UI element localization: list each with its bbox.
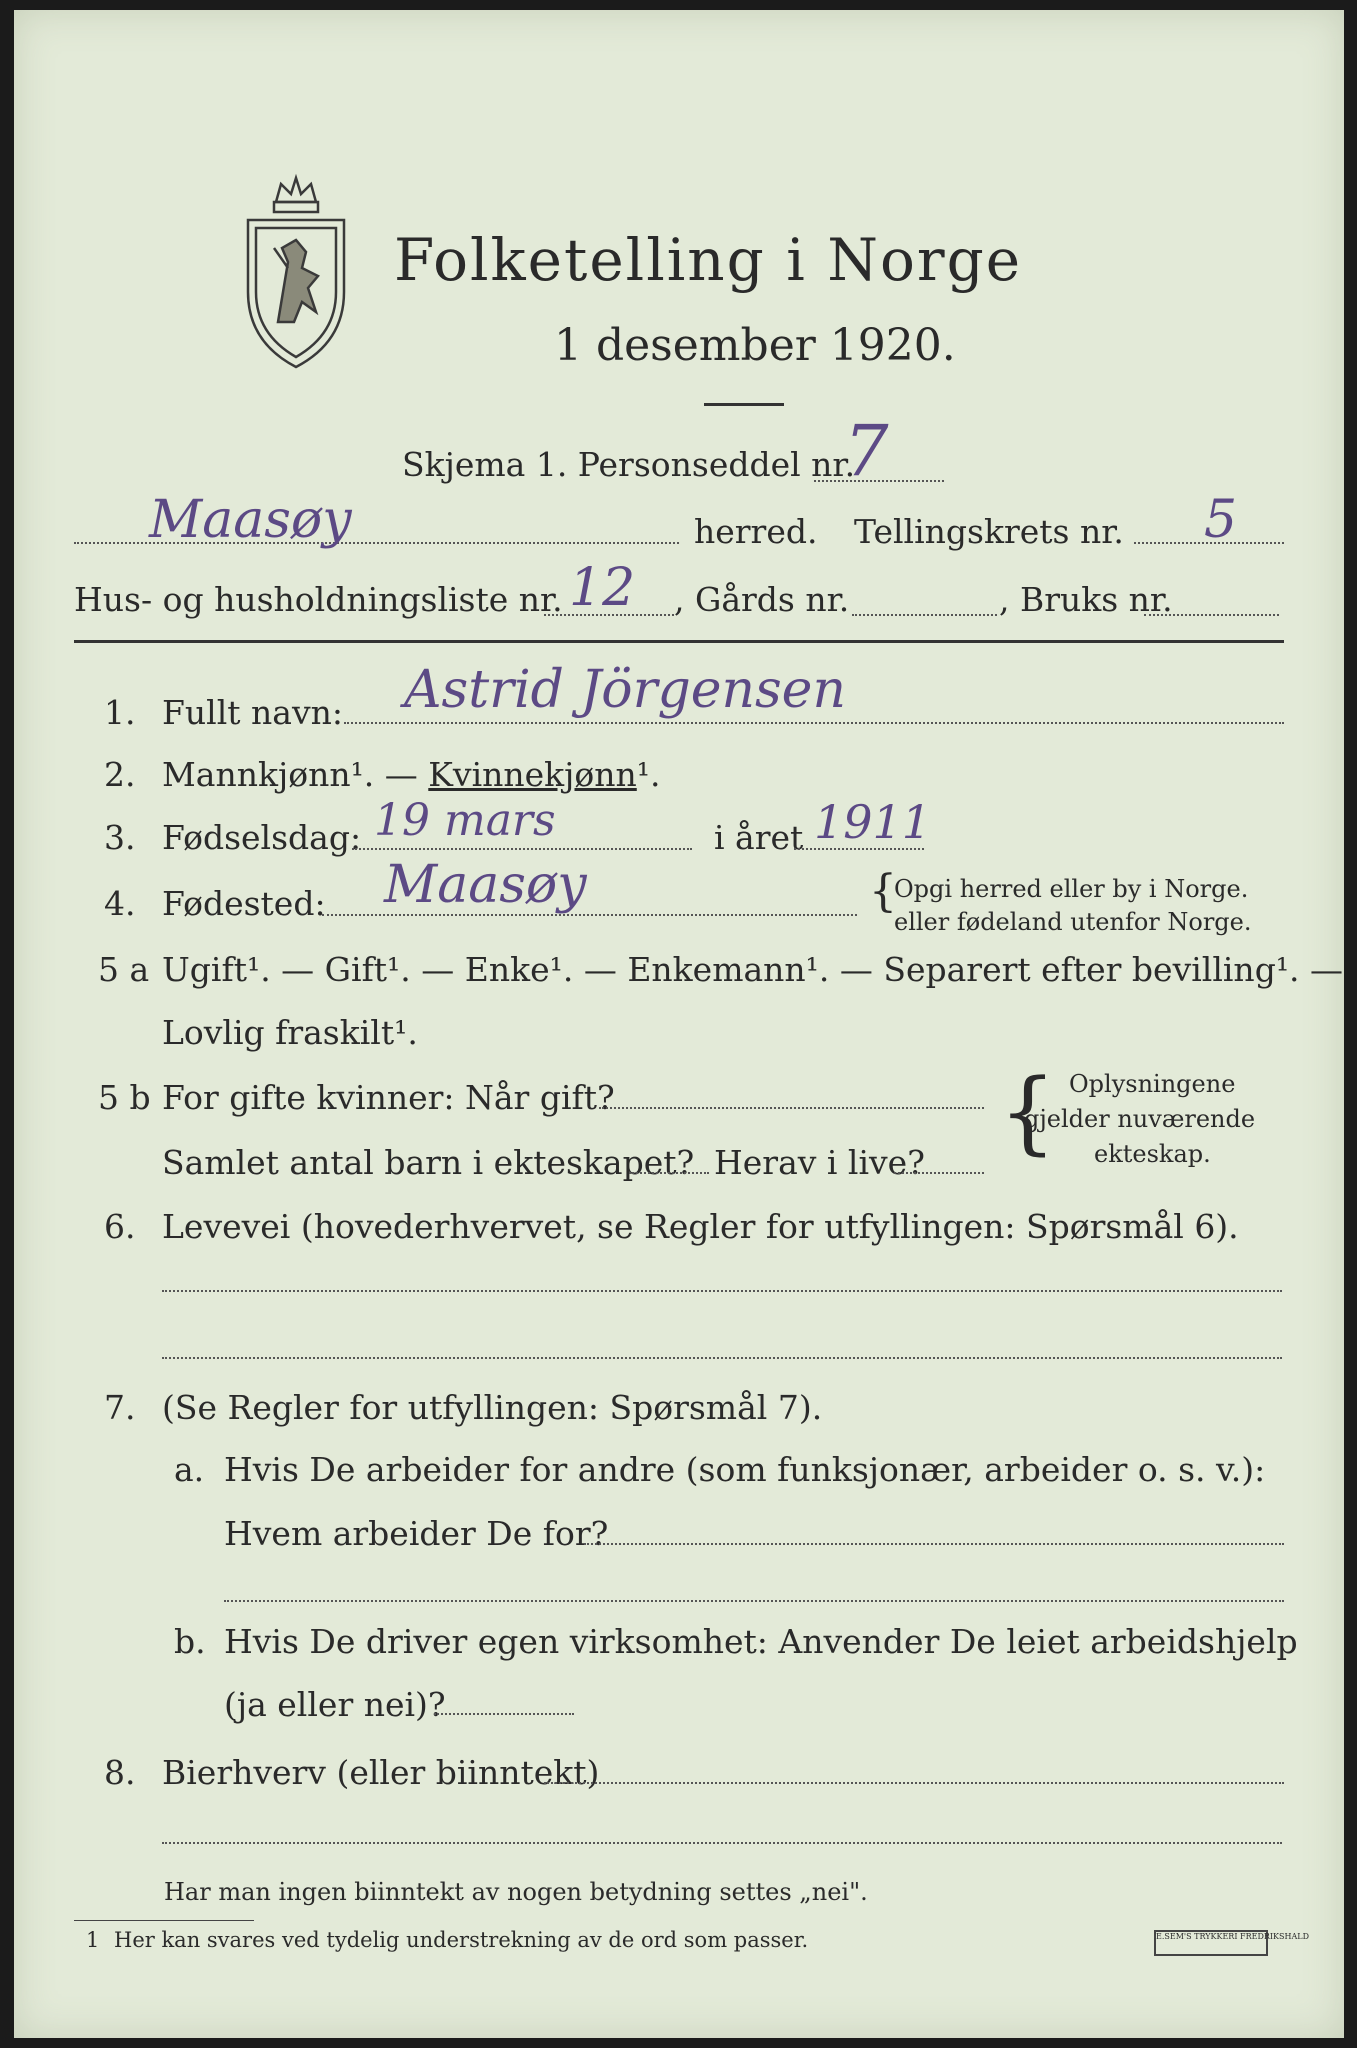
- q3-number: 3.: [104, 818, 136, 857]
- birthplace-value: Maasøy: [384, 855, 587, 915]
- q7b-letter: b.: [174, 1622, 206, 1661]
- q2-number: 2.: [104, 755, 136, 794]
- q6-line-1: [162, 1290, 1282, 1292]
- form-title: Folketelling i Norge: [394, 226, 1023, 294]
- schema-label: Skjema 1. Personseddel nr.: [402, 445, 856, 484]
- q4-note-2: eller fødeland utenfor Norge.: [894, 908, 1252, 936]
- q7b-line1: Hvis De driver egen virksomhet: Anvender De leiet arbeidshjelp: [224, 1622, 1298, 1661]
- q5b-note-3: ekteskap.: [1094, 1140, 1211, 1168]
- q5b-alive-line: [894, 1172, 984, 1174]
- husholdning-value: 12: [569, 558, 636, 618]
- census-date: 1 desember 1920.: [554, 320, 956, 371]
- q5a-number: 5 a: [98, 950, 150, 989]
- male-option: Mannkjønn¹. —: [162, 755, 429, 794]
- year-label: i året: [714, 818, 804, 857]
- birth-year-value: 1911: [814, 795, 932, 849]
- q7a-line1: Hvis De arbeider for andre (som funksjonær, arbeider o. s. v.):: [224, 1450, 1266, 1489]
- q7b-line2: (ja eller nei)?: [224, 1685, 446, 1724]
- q7-label: (Se Regler for utfyllingen: Spørsmål 7).: [162, 1388, 823, 1427]
- brace-icon: {: [869, 866, 897, 917]
- full-name-value: Astrid Jörgensen: [404, 660, 846, 720]
- gards-label: , Gårds nr.: [674, 580, 850, 619]
- q1-line: [344, 722, 1284, 724]
- q5b-note-1: Oplysningene: [1069, 1070, 1236, 1098]
- q8-line-2: [162, 1842, 1282, 1844]
- q3-label: Fødselsdag:: [162, 818, 362, 857]
- q3-line: [352, 848, 692, 850]
- norway-coat-of-arms-icon: [236, 172, 356, 372]
- q8-number: 8.: [104, 1753, 136, 1792]
- q6-number: 6.: [104, 1207, 136, 1246]
- female-option: Kvinnekjønn: [428, 755, 637, 794]
- q7a-line: [584, 1543, 1284, 1545]
- female-sup: ¹.: [636, 755, 661, 794]
- q5b-children-line: [629, 1172, 709, 1174]
- q1-label: Fullt navn:: [162, 693, 343, 732]
- header-rule: [74, 640, 1284, 643]
- q5b-note-2: gjelder nuværende: [1024, 1105, 1256, 1133]
- q5b-number: 5 b: [98, 1078, 151, 1117]
- tellingskrets-value: 5: [1204, 490, 1238, 550]
- tellingskrets-label: Tellingskrets nr.: [854, 512, 1124, 551]
- brace-icon-2: {: [999, 1060, 1057, 1165]
- bruks-line: [1144, 614, 1279, 616]
- census-form: [14, 10, 1344, 2038]
- q7b-line: [434, 1713, 574, 1715]
- q1-number: 1.: [104, 693, 136, 732]
- q4-label: Fødested:: [162, 884, 326, 923]
- q5b-married-line: [599, 1107, 984, 1109]
- marital-status-options: Ugift¹. — Gift¹. — Enke¹. — Enkemann¹. — Separert efter bevilling¹. —: [162, 950, 1344, 989]
- gards-line: [852, 614, 997, 616]
- q4-number: 4.: [104, 884, 136, 923]
- q6-line-2: [162, 1357, 1282, 1359]
- q8-line-1: [544, 1782, 1284, 1784]
- footnote-number: 1: [86, 1928, 100, 1952]
- q7a-line-2: [224, 1600, 1284, 1602]
- biinntekt-note: Har man ingen biinntekt av nogen betydning settes „nei".: [164, 1878, 868, 1906]
- q8-label: Bierhverv (eller biinntekt): [162, 1753, 600, 1792]
- q5b-line1: For gifte kvinner: Når gift?: [162, 1078, 615, 1117]
- q5b-children-label: Samlet antal barn i ekteskapet?: [162, 1143, 695, 1182]
- printer-stamp: E.SEM'S TRYKKERI FREDRIKSHALD: [1154, 1930, 1268, 1956]
- q7-number: 7.: [104, 1388, 136, 1427]
- footnote-text: Her kan svares ved tydelig understrekning av de ord som passer.: [114, 1928, 809, 1952]
- q5b-alive-label: Herav i live?: [714, 1143, 925, 1182]
- bruks-label: , Bruks nr.: [999, 580, 1173, 619]
- footnote-rule: [74, 1920, 254, 1921]
- herred-label: herred.: [694, 512, 818, 551]
- herred-value: Maasøy: [149, 490, 352, 550]
- personseddel-number: 7: [844, 410, 889, 492]
- q7a-letter: a.: [174, 1450, 205, 1489]
- title-divider: [704, 403, 784, 406]
- q6-label: Levevei (hovederhvervet, se Regler for utfyllingen: Spørsmål 6).: [162, 1207, 1239, 1246]
- q4-note-1: Opgi herred eller by i Norge.: [894, 875, 1249, 903]
- birthday-value: 19 mars: [374, 795, 556, 846]
- husholdning-label: Hus- og husholdningsliste nr.: [74, 580, 563, 619]
- marital-status-options-2: Lovlig fraskilt¹.: [162, 1013, 418, 1052]
- gender-options: [162, 755, 661, 794]
- q7a-line2: Hvem arbeider De for?: [224, 1514, 609, 1553]
